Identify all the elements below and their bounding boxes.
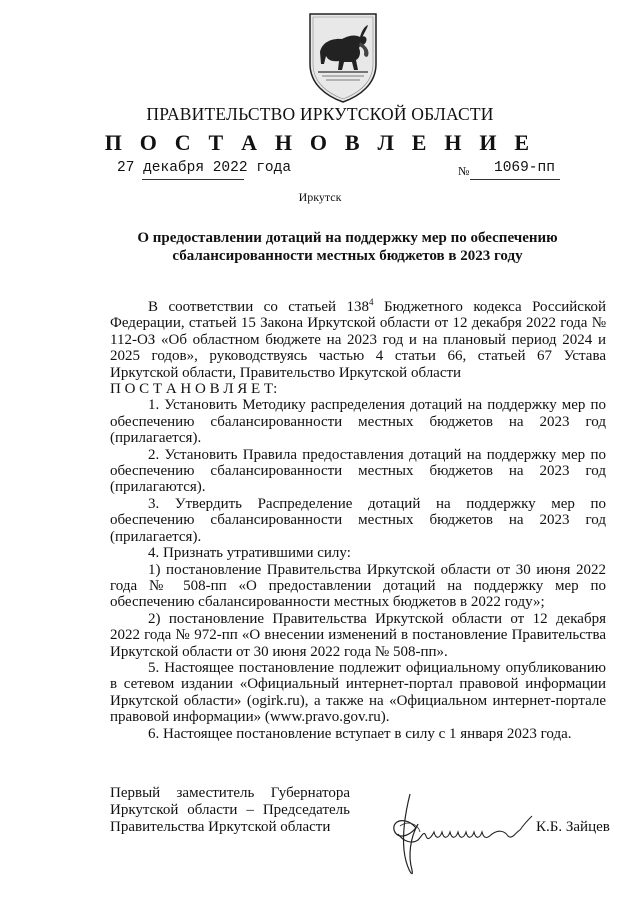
item-4-1: 1) постановление Правительства Иркутской области от 30 июня 2022 года № 508-пп «О предоставлении дотаций на поддержку мер по обеспечению сбалансированности местных бюджетов в 2022 году»; bbox=[110, 561, 606, 611]
government-title: ПРАВИТЕЛЬСТВО ИРКУТСКОЙ ОБЛАСТИ bbox=[146, 104, 494, 124]
item-3: 3. Утвердить Распределение дотаций на поддержку мер по обеспечению сбалансированности местных бюджетов на 2023 год (прилагается). bbox=[110, 495, 606, 545]
handwritten-signature bbox=[388, 790, 538, 882]
decree-number: 1069-пп bbox=[494, 160, 555, 176]
subject-line-2: сбалансированности местных бюджетов в 2023 году bbox=[172, 248, 523, 264]
number-underline bbox=[470, 179, 560, 180]
item-2: 2. Установить Правила предоставления дотаций на поддержку мер по обеспечению сбалансированности местных бюджетов на 2023 год (прилагаются). bbox=[110, 446, 606, 496]
decree-date: 27 декабря 2022 года bbox=[117, 160, 292, 176]
date-underline bbox=[142, 179, 244, 180]
signer-name: К.Б. Зайцев bbox=[536, 819, 610, 835]
preamble-text-cont: Бюджетного кодекса Российской Федерации, статьей 15 Закона Иркутской области от 12 декабря 2022 года № 112-ОЗ «Об областном бюджете на 2023 год и на плановый период 2024 и 2025 годов», руководствуясь частью 4 статьи 66, статьей 67 Устава Иркутской области, Правительство Иркутской области bbox=[110, 299, 606, 381]
decree-body bbox=[110, 294, 606, 742]
item-6: 6. Настоящее постановление вступает в силу с 1 января 2023 года. bbox=[148, 725, 572, 742]
item-1: 1. Установить Методику распределения дотаций на поддержку мер по обеспечению сбалансированности местных бюджетов на 2023 год (прилагается). bbox=[110, 397, 606, 447]
item-4-2: 2) постановление Правительства Иркутской области от 12 декабря 2022 года № 972-пп «О внесении изменений в постановление Правительства Иркутской области от 30 июня 2022 года № 508-пп». bbox=[110, 610, 606, 660]
number-sign: № bbox=[458, 164, 470, 178]
item-5: 5. Настоящее постановление подлежит официальному опубликованию в сетевом издании «Официальный интернет-портал правовой информации Иркутской области» (ogirk.ru), а также на «Официальном интернет-портале правовой информации» (www.pravo.gov.ru). bbox=[110, 659, 606, 726]
signer-position-line-3: Правительства Иркутской области bbox=[110, 819, 331, 835]
decree-subject bbox=[120, 229, 575, 265]
signer-position bbox=[110, 785, 350, 836]
resolves-heading: П О С Т А Н О В Л Я Е Т: bbox=[110, 381, 278, 398]
coat-of-arms-icon bbox=[304, 12, 382, 104]
city: Иркутск bbox=[298, 190, 342, 204]
preamble-text: В соответствии со статьей 138 bbox=[148, 299, 370, 315]
subject-line-1: О предоставлении дотаций на поддержку мер по обеспечению bbox=[137, 230, 558, 246]
preamble bbox=[110, 294, 606, 381]
decree-title: П О С Т А Н О В Л Е Н И Е bbox=[104, 130, 536, 155]
preamble-superscript: 4 bbox=[369, 297, 374, 307]
signer-position-line-1: Первый заместитель Губернатора bbox=[110, 785, 350, 801]
signer-position-line-2: Иркутской области – Председатель bbox=[110, 802, 350, 818]
item-4: 4. Признать утратившими силу: bbox=[148, 545, 351, 562]
